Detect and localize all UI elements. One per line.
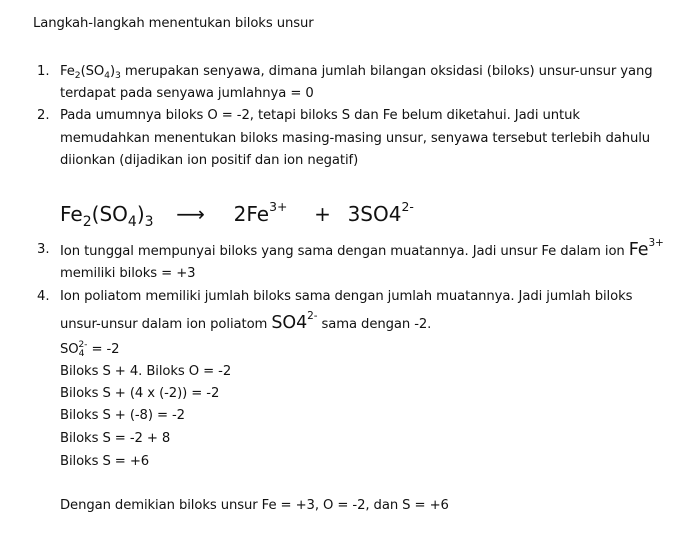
equation-product-so4: $3SO4^{2-}$ (347, 199, 414, 226)
item-2-number: 2. (37, 108, 50, 123)
calc-line-3: Biloks S + (4 x (-2)) = -2 (60, 386, 220, 401)
item-2-line-1: Pada umumnya biloks O = -2, tetapi biloks S dan Fe belum diketahui. Jadi untuk (60, 108, 580, 123)
calc-line-6: Biloks S = +6 (60, 454, 150, 469)
equation-plus: + (314, 202, 331, 226)
ion-fe3: $Fe^{3+}$ (628, 237, 664, 260)
item-3-number: 3. (37, 242, 50, 257)
item-3-line-2: memiliki biloks = +3 (60, 266, 196, 281)
item-4-line-1: Ion poliatom memiliki jumlah biloks sama dengan jumlah muatannya. Jadi jumlah biloks (60, 289, 633, 304)
equation-reactant: $Fe_2(SO_4)_3$ (60, 202, 154, 230)
reaction-arrow: ⟶ (176, 202, 205, 226)
calc-line-4: Biloks S + (-8) = -2 (60, 408, 185, 423)
item-2-line-3: diionkan (dijadikan ion positif dan ion negatif) (60, 153, 359, 168)
calc-line-5: Biloks S = -2 + 8 (60, 431, 171, 446)
calc-line-1: $SO_4^{2-} = -2$ (60, 339, 120, 359)
item-3-line-1: Ion tunggal mempunyai biloks yang sama dengan muatannya. Jadi unsur Fe dalam ion $Fe^{3+}$ (60, 237, 664, 260)
ion-so4: $SO4^{2-}$ (271, 310, 318, 333)
item-4-line-2: unsur-unsur dalam ion poliatom $SO4^{2-}$ sama dengan -2. (60, 310, 432, 333)
item-1-line-1: $Fe_2(SO_4)_3$ merupakan senyawa, dimana jumlah bilangan oksidasi (biloks) unsur-unsur yang (60, 64, 653, 81)
item-1-line-2: terdapat pada senyawa jumlahnya = 0 (60, 86, 314, 101)
equation-product-fe: $2Fe^{3+}$ (233, 199, 288, 226)
ionization-equation (60, 200, 414, 228)
conclusion: Dengan demikian biloks unsur Fe = +3, O = -2, dan S = +6 (60, 498, 449, 513)
calc-line-2: Biloks S + 4. Biloks O = -2 (60, 364, 232, 379)
document-title: Langkah-langkah menentukan biloks unsur (33, 16, 314, 31)
formula-fe2so43: $Fe_2(SO_4)_3$ (60, 64, 121, 81)
item-2-line-2: memudahkan menentukan biloks masing-masing unsur, senyawa tersebut terlebih dahulu (60, 131, 651, 146)
item-1-number: 1. (37, 64, 50, 79)
item-4-number: 4. (37, 289, 50, 304)
